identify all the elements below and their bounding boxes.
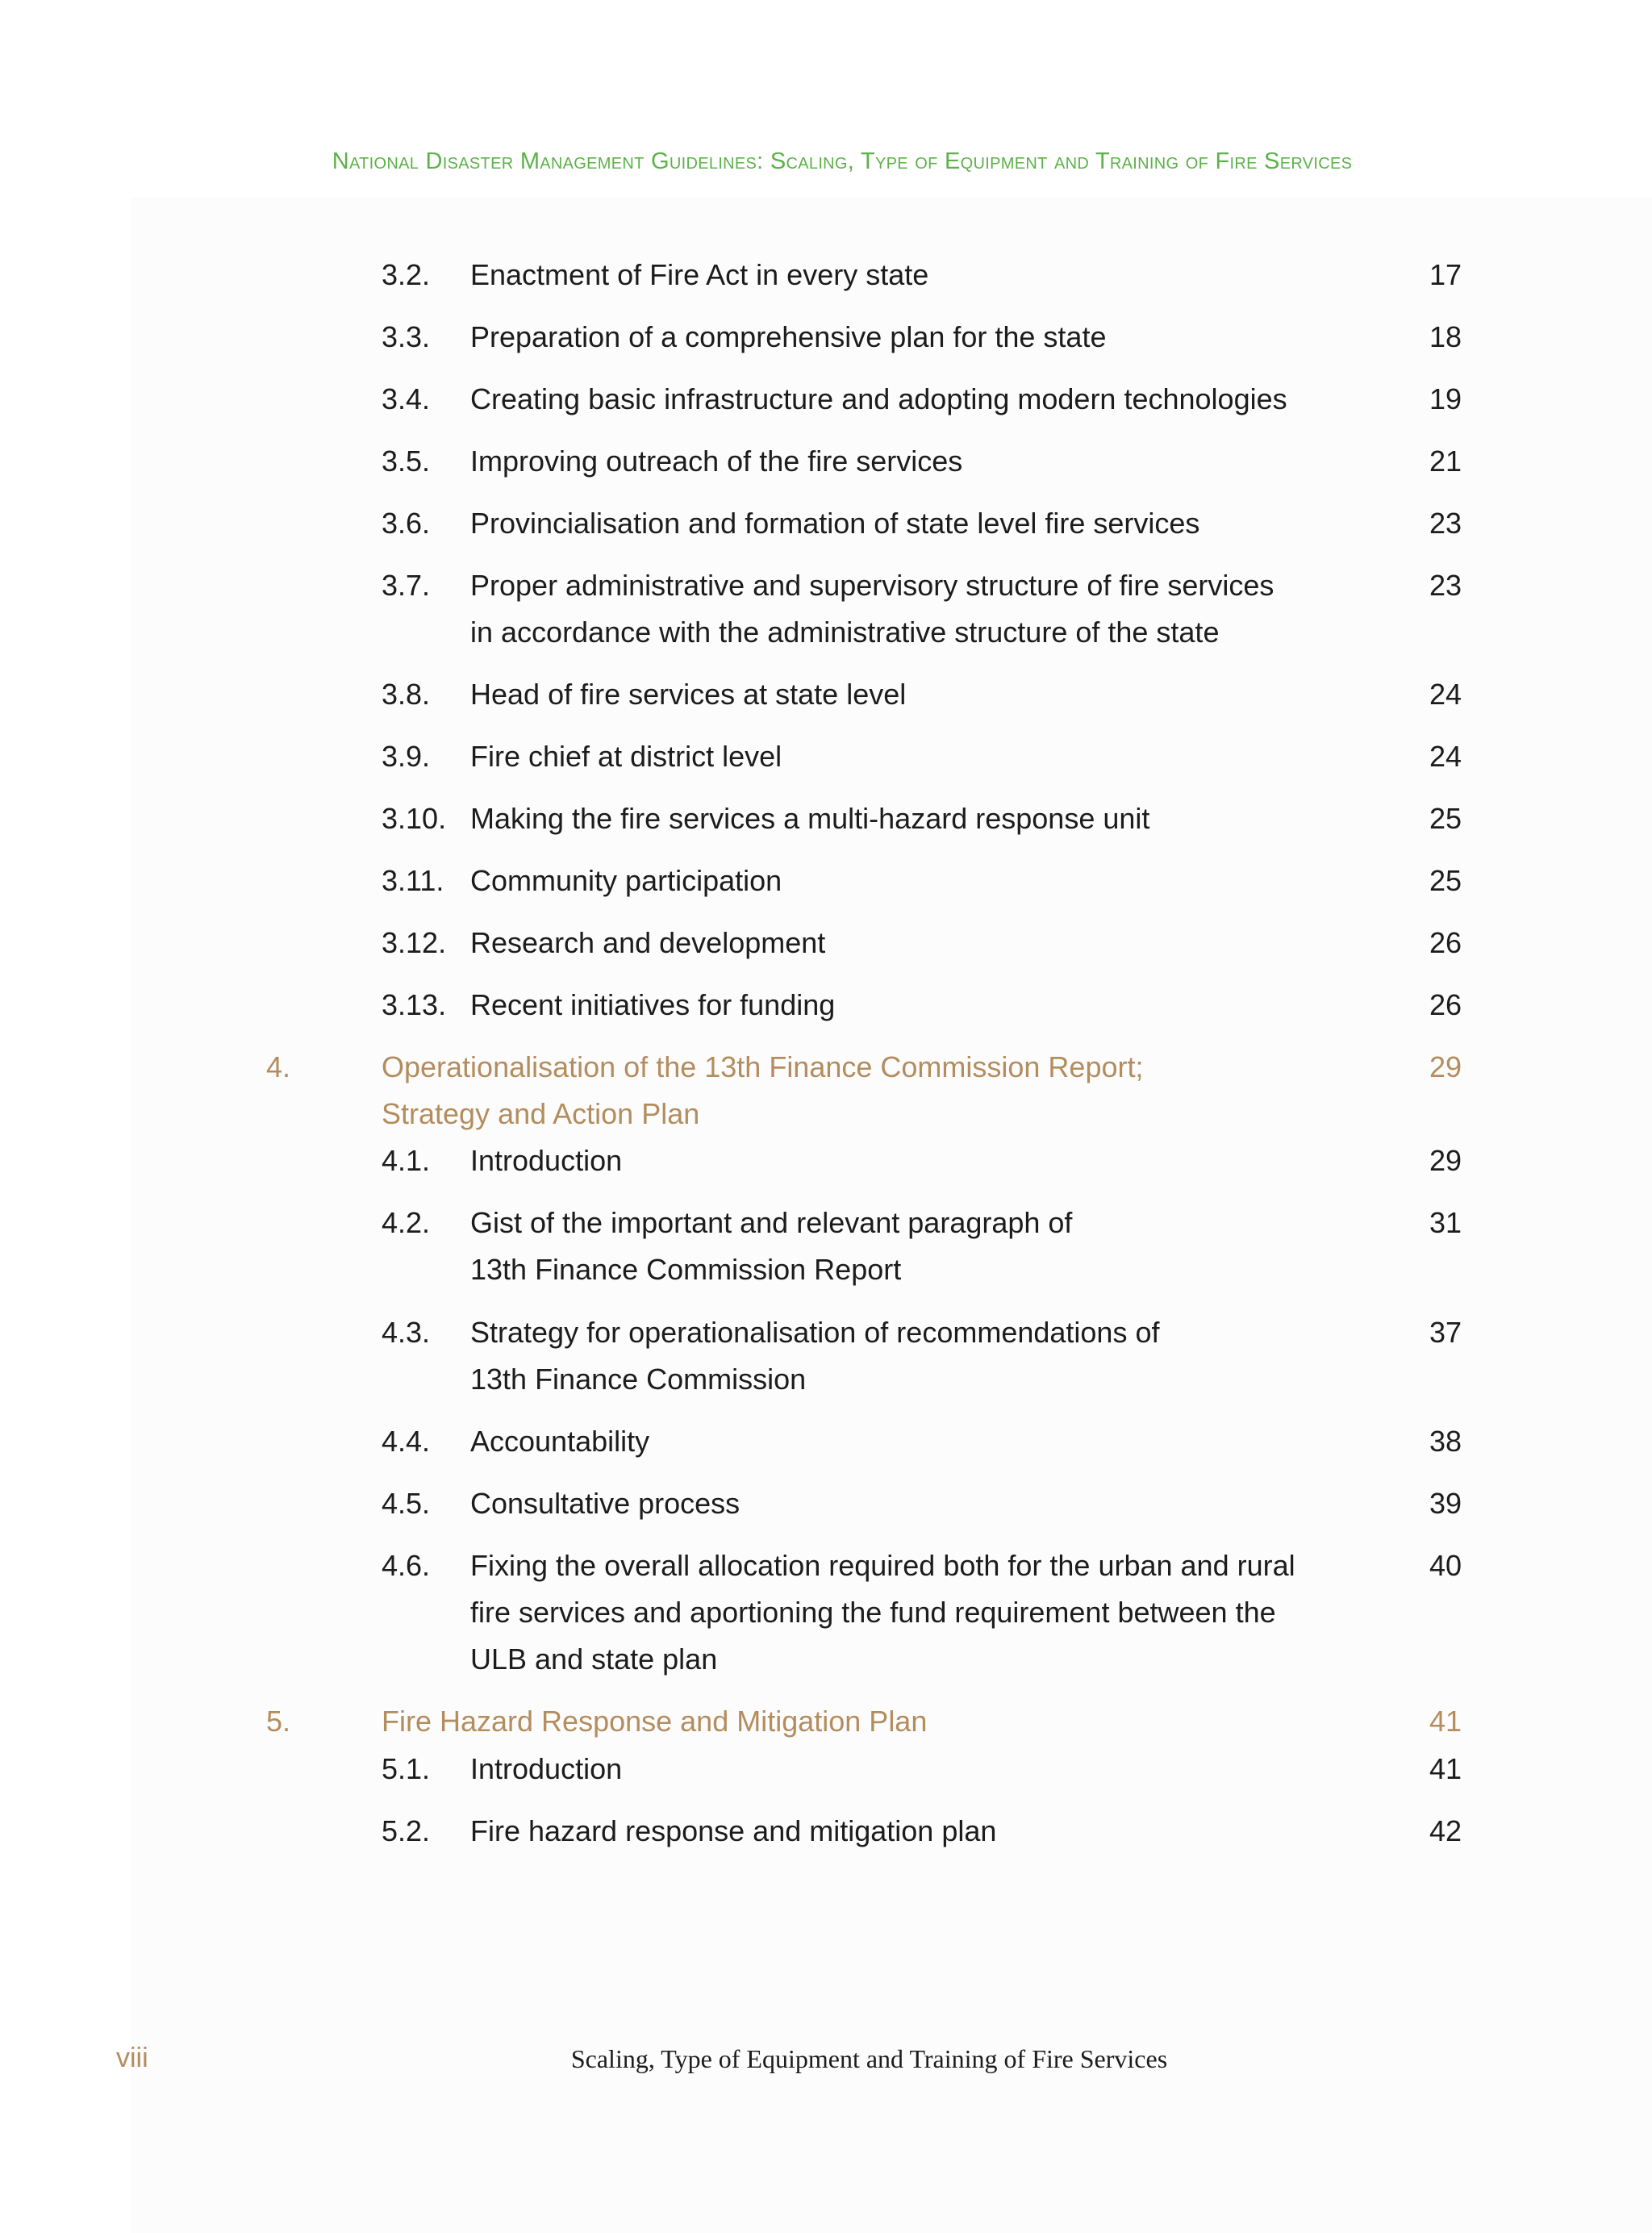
toc-title	[382, 1698, 1350, 1745]
toc-title	[470, 1808, 1350, 1855]
toc-number: 3.13.	[382, 988, 447, 1021]
toc-number: 4.5.	[382, 1487, 431, 1520]
running-header-volume: Scaling, Type of Equipment and Training of Fire Services	[770, 148, 1353, 174]
toc-page-number: 25	[1429, 802, 1462, 835]
toc-number: 3.3.	[382, 320, 431, 353]
toc-title-line: Operationalisation of the 13th Finance Commission Report;	[382, 1050, 1144, 1083]
toc-page-number: 41	[1429, 1752, 1462, 1785]
toc-title	[470, 438, 1350, 485]
toc-title	[470, 1480, 1350, 1527]
toc-title	[470, 1200, 1350, 1293]
toc-title-line: Fire hazard response and mitigation plan	[470, 1814, 997, 1847]
toc-page-number: 37	[1429, 1316, 1462, 1349]
toc-page-number: 21	[1429, 445, 1462, 478]
running-header-series: National Disaster Management Guidelines:	[332, 148, 770, 174]
toc-title	[470, 1542, 1350, 1683]
toc-title	[470, 858, 1350, 904]
toc-title-line: Creating basic infrastructure and adopting modern technologies	[470, 382, 1287, 415]
toc-title-line: Recent initiatives for funding	[470, 988, 836, 1021]
toc-number: 3.8.	[382, 678, 431, 711]
toc-title-line: Fire Hazard Response and Mitigation Plan	[382, 1705, 928, 1738]
toc-title	[470, 376, 1350, 423]
toc-title-line: Preparation of a comprehensive plan for the state	[470, 320, 1107, 353]
toc-page-number: 26	[1429, 926, 1462, 959]
toc-title-line: Consultative process	[470, 1487, 740, 1520]
toc-title-line: Enactment of Fire Act in every state	[470, 258, 929, 291]
toc-number: 3.6.	[382, 507, 431, 540]
toc-title	[470, 252, 1350, 298]
toc-page-number: 39	[1429, 1487, 1462, 1520]
toc-title	[470, 920, 1350, 966]
toc-number: 4.4.	[382, 1425, 431, 1458]
toc-page-number: 23	[1429, 569, 1462, 602]
toc-title	[470, 733, 1350, 780]
toc-page-number: 18	[1429, 320, 1462, 353]
toc-page-number: 23	[1429, 507, 1462, 540]
toc-number: 4.	[266, 1050, 291, 1083]
toc-page-number: 25	[1429, 864, 1462, 897]
toc-title	[470, 795, 1350, 842]
toc-title-line: fire services and aportioning the fund requirement between the	[470, 1596, 1276, 1629]
toc-number: 3.11.	[382, 864, 444, 897]
toc-number: 3.12.	[382, 926, 447, 959]
toc-number: 4.2.	[382, 1206, 431, 1239]
toc-page-number: 24	[1429, 678, 1462, 711]
toc-number: 3.4.	[382, 382, 431, 415]
toc-title-line: Accountability	[470, 1425, 650, 1458]
toc-title-line: Proper administrative and supervisory structure of fire services	[470, 569, 1274, 602]
toc-title-line: 13th Finance Commission	[470, 1363, 807, 1396]
toc-page-number: 24	[1429, 740, 1462, 773]
toc-number: 5.2.	[382, 1814, 431, 1847]
toc-title	[382, 1044, 1350, 1137]
toc-title-line: Introduction	[470, 1752, 623, 1785]
toc-title	[470, 1746, 1350, 1793]
toc-title-line: Community participation	[470, 864, 782, 897]
toc-title-line: 13th Finance Commission Report	[470, 1253, 902, 1286]
toc-title-line: Research and development	[470, 926, 826, 959]
toc-title-line: Making the fire services a multi-hazard response unit	[470, 802, 1150, 835]
toc-page-number: 29	[1429, 1050, 1462, 1083]
toc-title	[470, 314, 1350, 361]
toc-title-line: Improving outreach of the fire services	[470, 445, 963, 478]
footer-title: Scaling, Type of Equipment and Training of Fire Services	[570, 2044, 1168, 2073]
toc-title-line: Gist of the important and relevant paragraph of	[470, 1206, 1073, 1239]
toc-title-line: Fire chief at district level	[470, 740, 782, 773]
toc-title-line: Introduction	[470, 1144, 623, 1177]
toc-page-number: 19	[1429, 382, 1462, 415]
toc-number: 4.1.	[382, 1144, 431, 1177]
toc-title-line: Head of fire services at state level	[470, 678, 907, 711]
toc-title	[470, 562, 1350, 656]
toc-number: 3.5.	[382, 445, 431, 478]
toc-number: 5.	[266, 1705, 291, 1738]
toc-page-number: 38	[1429, 1425, 1462, 1458]
toc-title-line: in accordance with the administrative structure of the state	[470, 616, 1220, 649]
toc-title	[470, 1418, 1350, 1465]
toc-title	[470, 1137, 1350, 1184]
toc-number: 3.2.	[382, 258, 431, 291]
toc-page-number: 31	[1429, 1206, 1462, 1239]
toc-number: 4.6.	[382, 1549, 431, 1582]
toc-title-line: Strategy and Action Plan	[382, 1097, 700, 1130]
toc-title-line: Strategy for operationalisation of recommendations of	[470, 1316, 1160, 1349]
toc-number: 3.7.	[382, 569, 431, 602]
toc-page-number: 17	[1429, 258, 1462, 291]
toc-page-number: 42	[1429, 1814, 1462, 1847]
toc-number: 5.1.	[382, 1752, 431, 1785]
toc-number: 3.9.	[382, 740, 431, 773]
page-number: viii	[116, 2043, 148, 2073]
toc-number: 3.10.	[382, 802, 447, 835]
toc-title	[470, 982, 1350, 1029]
toc-title-line: ULB and state plan	[470, 1642, 718, 1676]
toc-title-line: Provincialisation and formation of state level fire services	[470, 507, 1200, 540]
toc-title	[470, 671, 1350, 718]
toc-title	[470, 500, 1350, 547]
toc-title-line: Fixing the overall allocation required both for the urban and rural	[470, 1549, 1295, 1582]
toc-title	[470, 1309, 1350, 1403]
toc-page-number: 41	[1429, 1705, 1462, 1738]
toc-page-number: 40	[1429, 1549, 1462, 1582]
toc-page-number: 26	[1429, 988, 1462, 1021]
toc-page-number: 29	[1429, 1144, 1462, 1177]
toc-number: 4.3.	[382, 1316, 431, 1349]
